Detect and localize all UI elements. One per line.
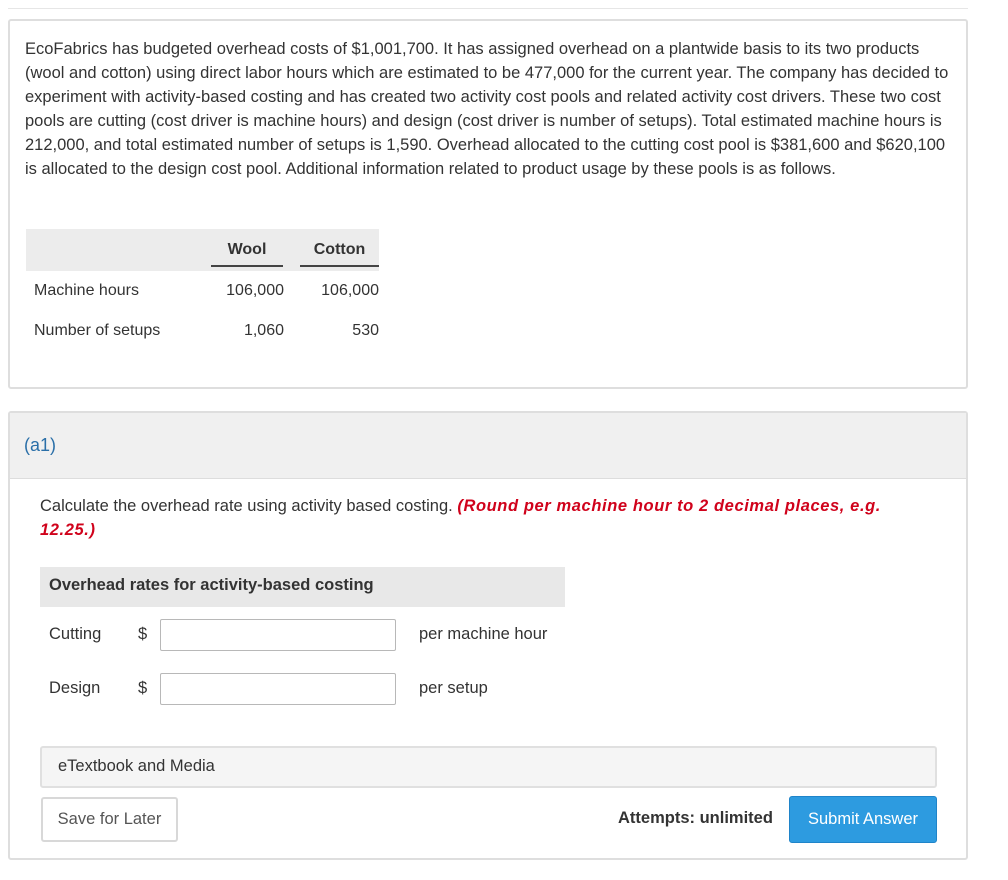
- cutting-label: Cutting: [49, 625, 102, 643]
- rounding-hint: (Round per machine hour to 2 decimal places, e.g. 12.25.): [40, 497, 881, 539]
- question-label: (a1): [24, 435, 57, 455]
- problem-statement: EcoFabrics has budgeted overhead costs of $1,001,700. It has assigned overhead on a plantwide basis to its two products (wool and cotton) using direct labor hours which are estimated to be 477,000 for the current year. The company has decided to experiment with activity-based costing and has created two activity cost pools and related activity cost drivers. These two cost pools are cutting (cost driver is machine hours) and design (cost driver is number of setups). Total estimated machine hours is 212,000, and total estimated number of setups is 1,590. Overhead allocated to the cutting cost pool is $381,600 and $620,100 is allocated to the design cost pool. Additional information related to product usage by these pools is as follows.: [25, 40, 949, 178]
- cotton-value: 106,000: [321, 282, 379, 299]
- question-header: [10, 413, 966, 479]
- design-rate-input[interactable]: [160, 673, 396, 705]
- table-row: [26, 311, 379, 351]
- design-unit: per setup: [419, 679, 488, 697]
- table-header-blank: [26, 229, 202, 271]
- cotton-value: 530: [352, 322, 379, 339]
- product-usage-table: [26, 229, 379, 351]
- rates-table-header: Overhead rates for activity-based costing: [40, 567, 565, 607]
- etextbook-media-link[interactable]: eTextbook and Media: [40, 746, 937, 788]
- question-instruction: Calculate the overhead rate using activity based costing.: [40, 497, 453, 515]
- cutting-rate-input[interactable]: [160, 619, 396, 651]
- wool-value: 106,000: [226, 282, 284, 299]
- wool-value: 1,060: [243, 322, 284, 339]
- problem-panel: [8, 19, 968, 389]
- table-header-wool: Wool: [202, 229, 292, 271]
- question-panel: [8, 411, 968, 860]
- attempts-label: Attempts: unlimited: [618, 809, 773, 827]
- table-header-cotton: Cotton: [292, 229, 379, 271]
- submit-answer-button[interactable]: Submit Answer: [789, 796, 937, 843]
- table-row: [26, 271, 379, 311]
- top-divider: [8, 8, 968, 9]
- question-text: [40, 494, 920, 542]
- cutting-unit: per machine hour: [419, 625, 548, 643]
- design-rate-row: [40, 671, 600, 707]
- save-for-later-button[interactable]: Save for Later: [41, 797, 178, 842]
- table-header-row: [26, 229, 379, 271]
- dollar-sign: $: [138, 625, 148, 643]
- dollar-sign: $: [138, 679, 148, 697]
- cutting-rate-row: [40, 617, 600, 653]
- row-label: Machine hours: [34, 282, 139, 299]
- design-label: Design: [49, 679, 101, 697]
- row-label: Number of setups: [34, 322, 161, 339]
